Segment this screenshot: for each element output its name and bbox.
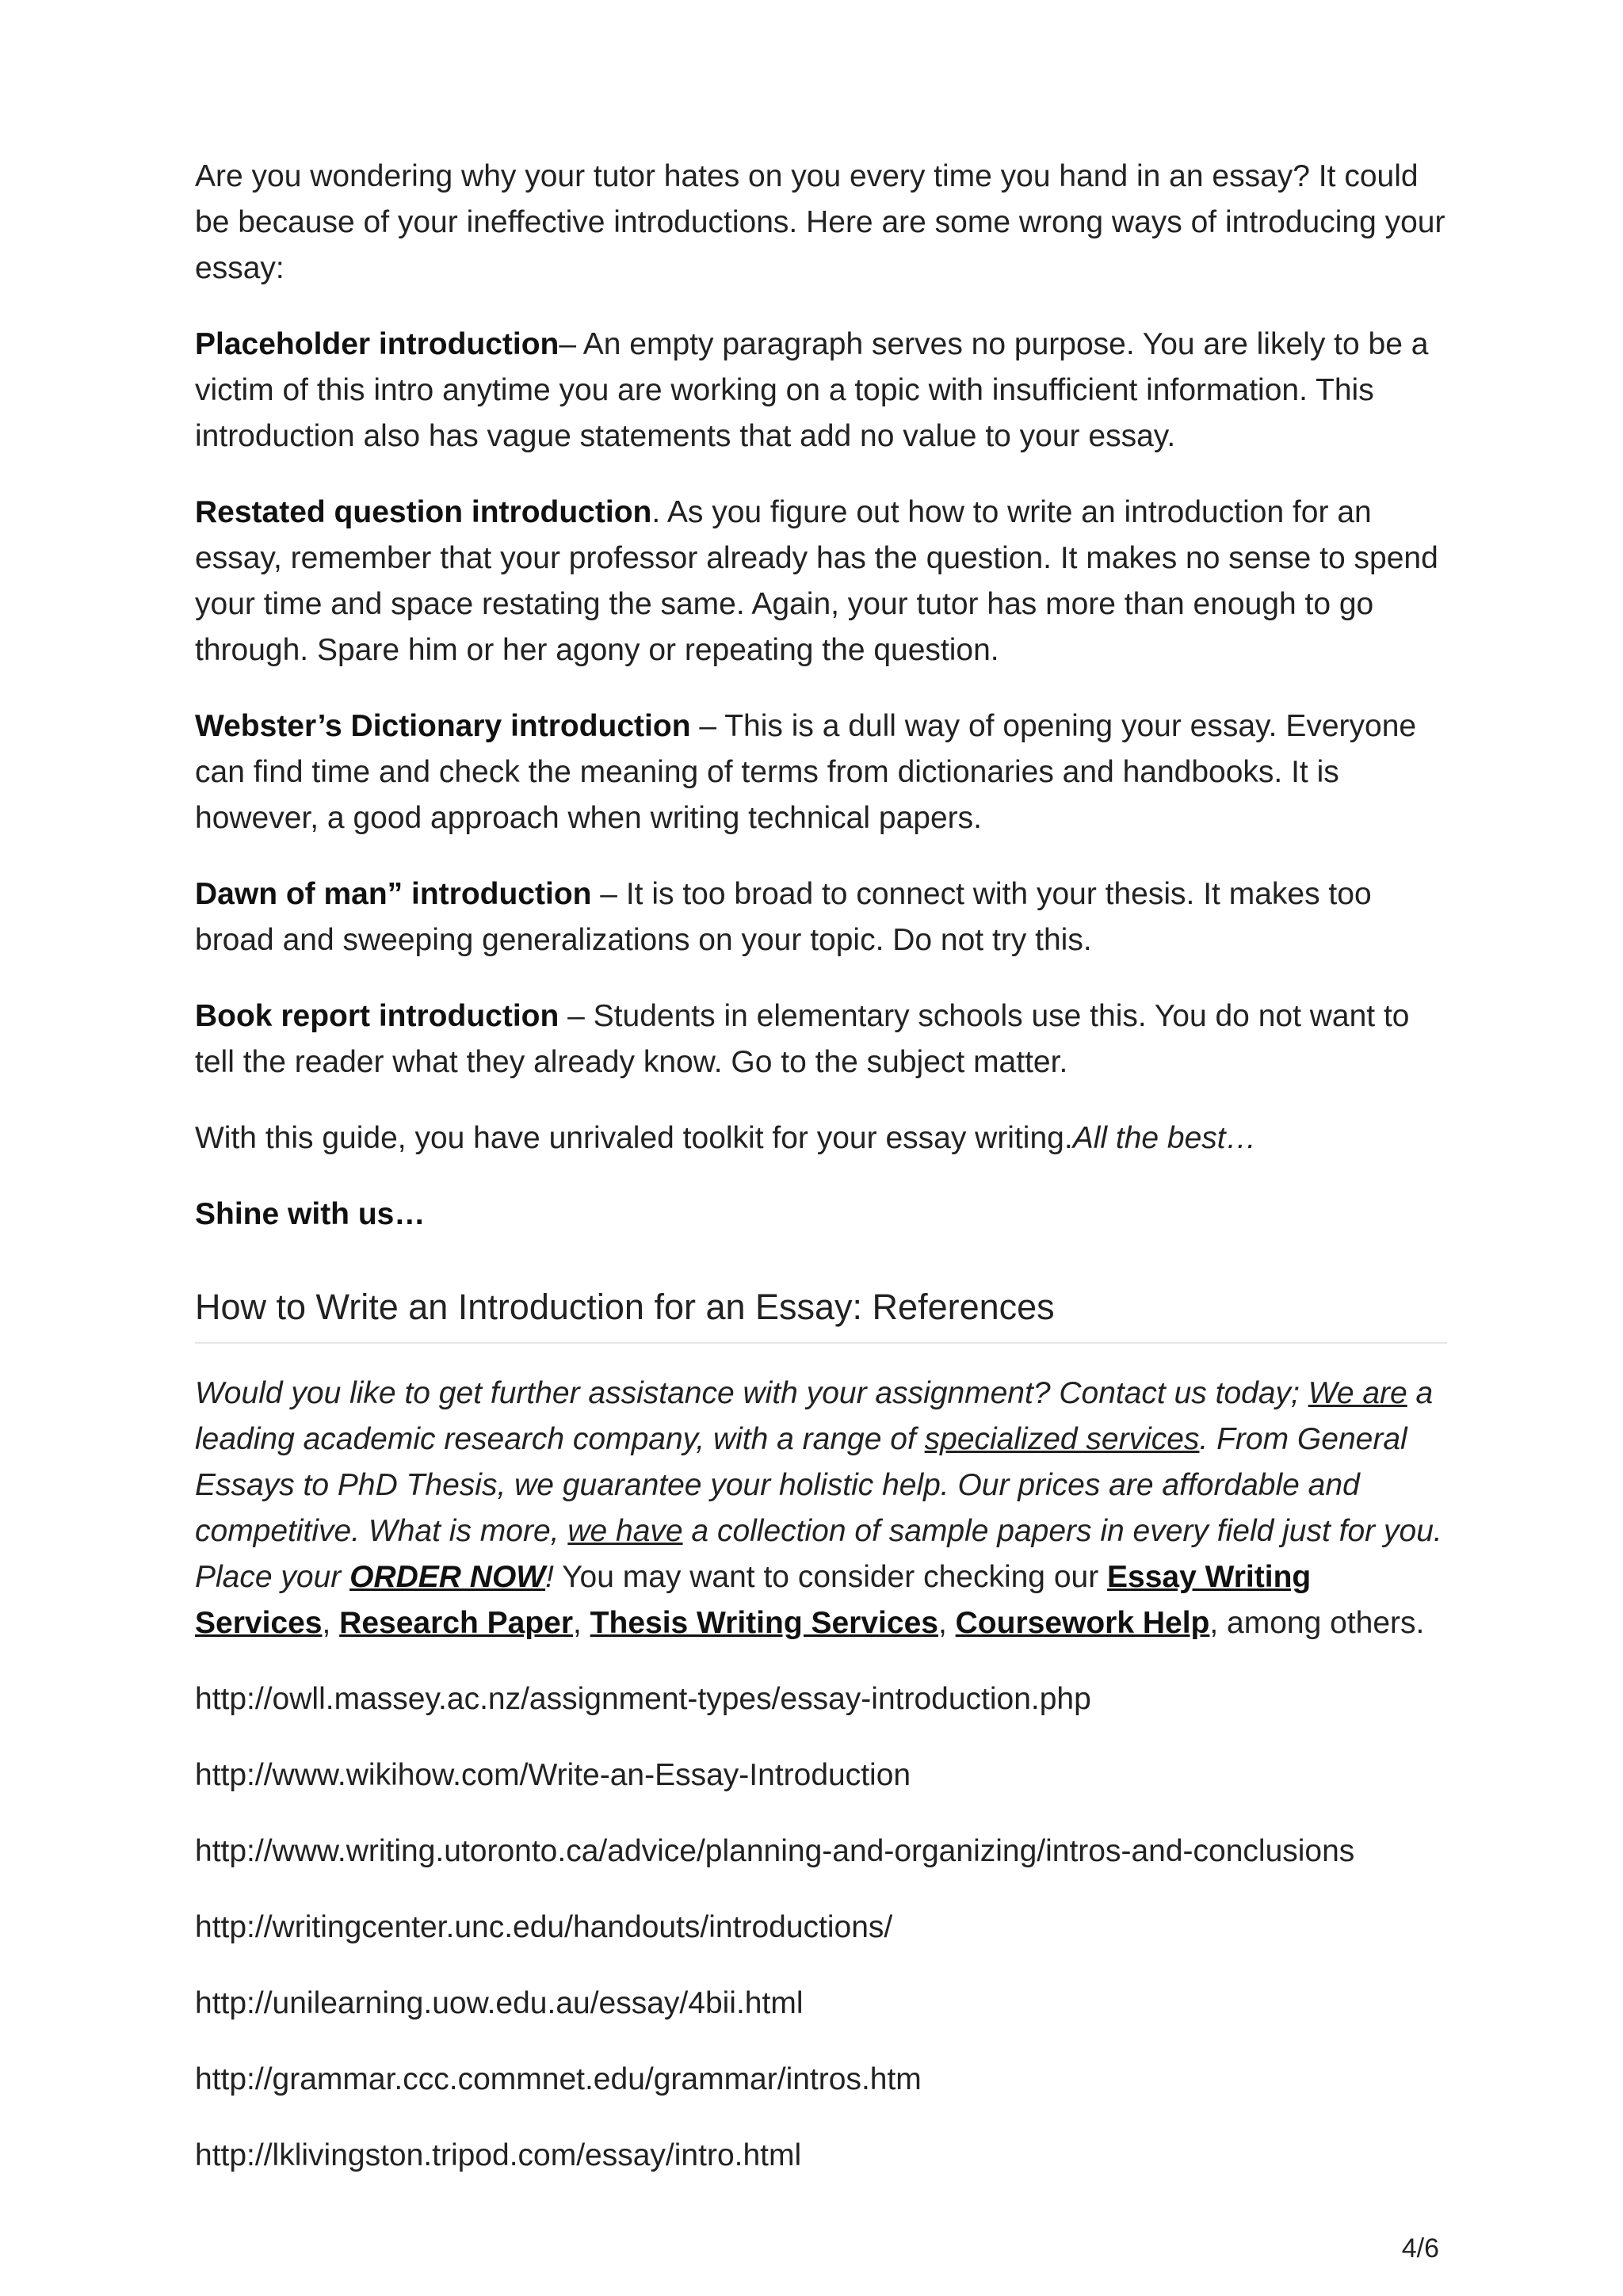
item-websters-dictionary <box>195 704 1447 841</box>
item-text: – It is too broad to connect with your thesis. It makes too broad and sweeping generalizations on your topic. Do not try this. <box>195 877 1372 957</box>
reference-url: http://owll.massey.ac.nz/assignment-types/essay-introduction.php <box>195 1682 1091 1716</box>
shine-text: Shine with us… <box>195 1197 426 1231</box>
intro-paragraph: Are you wondering why your tutor hates on you every time you hand in an essay? It could be because of your ineffective introductions. Here are some wrong ways of introducing your essay: <box>195 159 1445 285</box>
item-text: – Students in elementary schools use this. You do not want to tell the reader what they already know. Go to the subject matter. <box>195 999 1410 1079</box>
thesis-writing-services-link[interactable]: Thesis Writing Services <box>590 1606 938 1640</box>
reference-url: http://www.wikihow.com/Write-an-Essay-Introduction <box>195 1758 911 1792</box>
closing-text: With this guide, you have unrivaled toolkit for your essay writing. <box>195 1121 1073 1155</box>
we-have-link[interactable]: we have <box>567 1514 683 1548</box>
assist-text-6: You may want to consider checking our <box>553 1560 1108 1594</box>
item-text: – An empty paragraph serves no purpose. You are likely to be a victim of this intro anytime you are working on a topic with insufficient information. This introduction also has vague statements that add no value to your essay. <box>195 327 1429 453</box>
separator: , <box>938 1606 956 1640</box>
item-term: Restated question introduction <box>195 495 652 529</box>
item-text: – This is a dull way of opening your essay. Everyone can find time and check the meaning of terms from dictionaries and handbooks. It is however, a good approach when writing technical papers. <box>195 709 1417 835</box>
separator: , <box>573 1606 590 1640</box>
we-are-link[interactable]: We are <box>1308 1376 1407 1410</box>
assist-text-5: ! <box>545 1560 554 1594</box>
order-now-link[interactable]: ORDER NOW <box>349 1560 546 1594</box>
item-term: Webster’s Dictionary introduction <box>195 709 691 743</box>
separator: , <box>322 1606 340 1640</box>
assist-text-1: Would you like to get further assistance with your assignment? Contact us today; <box>195 1376 1308 1410</box>
item-term: Dawn of man” introduction <box>195 877 592 911</box>
reference-url: http://www.writing.utoronto.ca/advice/planning-and-organizing/intros-and-conclusions <box>195 1834 1355 1868</box>
shine-line <box>195 1192 1447 1238</box>
coursework-help-link[interactable]: Coursework Help <box>955 1606 1210 1640</box>
item-term: Placeholder introduction <box>195 327 559 361</box>
reference-url: http://grammar.ccc.commnet.edu/grammar/intros.htm <box>195 2062 922 2096</box>
reference-url: http://unilearning.uow.edu.au/essay/4bii.html <box>195 1986 804 2020</box>
essay-writing-services-link[interactable]: Essay Writing Services <box>195 1560 1312 1640</box>
assist-text-4: a collection of sample papers in every field just for you. Place your <box>195 1514 1442 1594</box>
page-number: 4/6 <box>1401 2233 1439 2264</box>
closing-italic: All the best… <box>1072 1121 1257 1155</box>
closing-paragraph <box>195 1116 1447 1161</box>
specialized-services-link[interactable]: specialized services <box>924 1422 1200 1456</box>
item-text: . As you figure out how to write an introduction for an essay, remember that your professor already has the question. It makes no sense to spend your time and space restating the same. Again, your tutor has more than enough to go through. Spare him or her agony or repeating the question. <box>195 495 1438 667</box>
assistance-paragraph <box>195 1371 1447 1646</box>
item-book-report <box>195 994 1447 1085</box>
references-heading: How to Write an Introduction for an Essay: References <box>195 1285 1447 1344</box>
item-term: Book report introduction <box>195 999 559 1033</box>
item-placeholder <box>195 322 1447 460</box>
reference-url: http://writingcenter.unc.edu/handouts/introductions/ <box>195 1910 893 1944</box>
assist-text-7: , among others. <box>1209 1606 1425 1640</box>
item-dawn-of-man <box>195 871 1447 963</box>
item-restated-question <box>195 490 1447 673</box>
document-page <box>195 154 1447 2209</box>
reference-url: http://lklivingston.tripod.com/essay/intro.html <box>195 2138 802 2172</box>
research-paper-link[interactable]: Research Paper <box>339 1606 573 1640</box>
assist-text-3: . From General Essays to PhD Thesis, we guarantee your holistic help. Our prices are affordable and competitive. What is more, <box>195 1422 1407 1548</box>
assist-text-2: a leading academic research company, with a range of <box>195 1376 1434 1456</box>
